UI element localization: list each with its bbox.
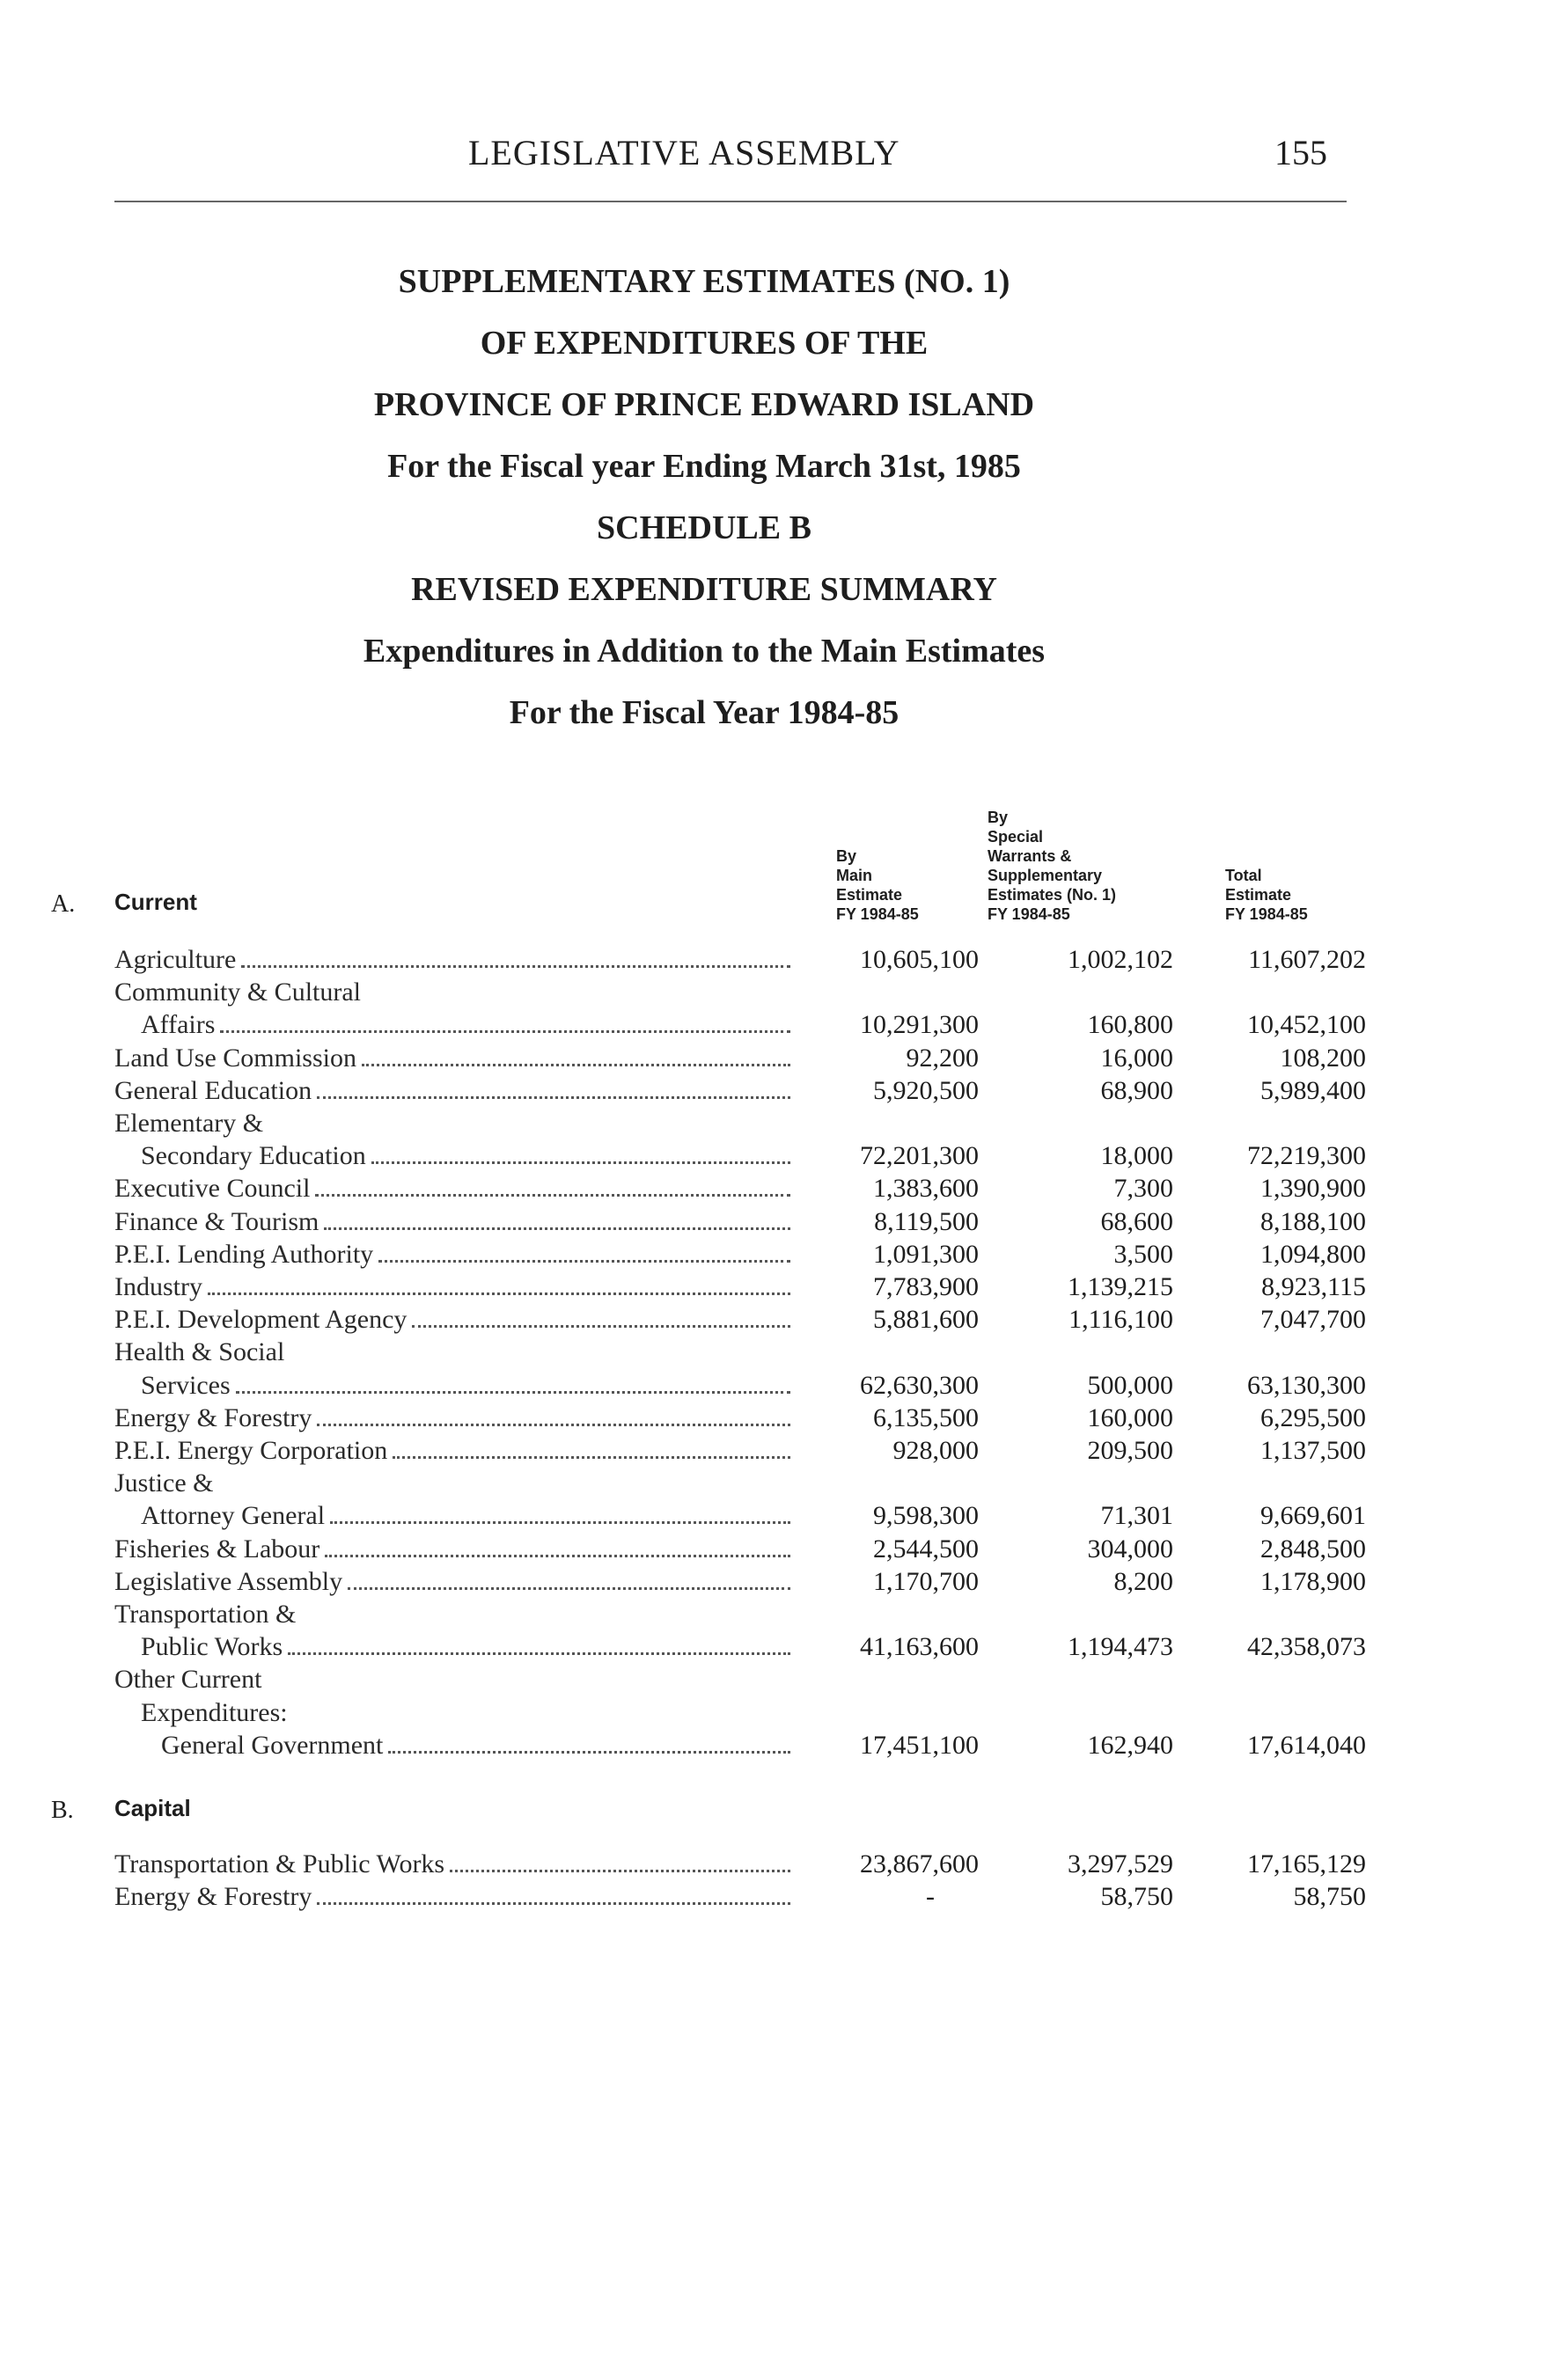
total-estimate-value: 5,989,400 bbox=[1260, 1075, 1366, 1105]
dot-leader bbox=[450, 1870, 790, 1872]
dot-leader bbox=[241, 965, 790, 968]
column-header-main-estimate: By Main Estimate FY 1984-85 bbox=[836, 847, 919, 923]
table-row bbox=[0, 1238, 1542, 1271]
supplementary-value: 8,200 bbox=[1113, 1566, 1173, 1596]
total-estimate-value: 108,200 bbox=[1280, 1043, 1366, 1073]
table-row bbox=[0, 1729, 1542, 1761]
supplementary-value: 160,000 bbox=[1087, 1402, 1173, 1432]
schedule-title bbox=[264, 255, 1144, 748]
row-label: Finance & Tourism bbox=[114, 1206, 319, 1236]
dot-leader bbox=[220, 1030, 790, 1033]
total-estimate-value: 7,047,700 bbox=[1260, 1305, 1366, 1335]
table-row bbox=[0, 1172, 1542, 1205]
row-label: Services bbox=[141, 1370, 231, 1400]
total-estimate-value: 10,452,100 bbox=[1247, 1010, 1366, 1040]
row-label: Expenditures: bbox=[141, 1697, 288, 1727]
table-row bbox=[0, 1880, 1542, 1913]
table-row bbox=[0, 1848, 1542, 1880]
dot-leader bbox=[393, 1456, 790, 1459]
supplementary-value: 68,600 bbox=[1100, 1206, 1173, 1236]
main-estimate-value: 41,163,600 bbox=[860, 1632, 979, 1662]
table-row bbox=[0, 1598, 1542, 1630]
main-estimate-value: 10,291,300 bbox=[860, 1010, 979, 1040]
row-label: Fisheries & Labour bbox=[114, 1534, 320, 1563]
table-row bbox=[0, 1533, 1542, 1565]
dot-leader bbox=[317, 1096, 790, 1099]
supplementary-value: 7,300 bbox=[1113, 1174, 1173, 1204]
supplementary-value: 3,500 bbox=[1113, 1239, 1173, 1269]
main-estimate-value: 23,867,600 bbox=[860, 1849, 979, 1878]
running-title: LEGISLATIVE ASSEMBLY bbox=[468, 133, 900, 172]
main-estimate-value: 1,383,600 bbox=[873, 1174, 979, 1204]
supplementary-value: 16,000 bbox=[1100, 1043, 1173, 1073]
dot-leader bbox=[236, 1391, 790, 1394]
row-label: Elementary & bbox=[114, 1109, 264, 1138]
supplementary-value: 1,002,102 bbox=[1068, 945, 1173, 974]
dot-leader bbox=[412, 1325, 790, 1328]
total-estimate-value: 1,094,800 bbox=[1260, 1239, 1366, 1269]
main-estimate-value: 1,091,300 bbox=[873, 1239, 979, 1269]
row-label: Health & Social bbox=[114, 1337, 285, 1367]
supplementary-value: 1,194,473 bbox=[1068, 1632, 1173, 1662]
table-row bbox=[0, 1271, 1542, 1303]
main-estimate-value: 8,119,500 bbox=[874, 1206, 979, 1236]
title-line: OF EXPENDITURES OF THE bbox=[480, 325, 929, 362]
title-line: Expenditures in Addition to the Main Estimates bbox=[363, 633, 1046, 670]
row-label: Legislative Assembly bbox=[114, 1566, 343, 1596]
dot-leader bbox=[378, 1260, 790, 1263]
supplementary-value: 500,000 bbox=[1087, 1370, 1173, 1400]
total-estimate-value: 72,219,300 bbox=[1247, 1141, 1366, 1171]
supplementary-value: 160,800 bbox=[1087, 1010, 1173, 1040]
supplementary-value: 1,139,215 bbox=[1068, 1272, 1173, 1301]
running-head bbox=[0, 132, 1542, 185]
section-label: Current bbox=[114, 889, 197, 915]
row-label: Executive Council bbox=[114, 1174, 311, 1204]
main-estimate-value: 7,783,900 bbox=[873, 1272, 979, 1301]
table-row bbox=[0, 1139, 1542, 1172]
row-label: Other Current bbox=[114, 1665, 262, 1695]
main-estimate-value: 62,630,300 bbox=[860, 1370, 979, 1400]
total-estimate-value: 58,750 bbox=[1293, 1882, 1366, 1912]
table-row bbox=[0, 1042, 1542, 1074]
total-estimate-value: 1,178,900 bbox=[1260, 1566, 1366, 1596]
row-label: Land Use Commission bbox=[114, 1043, 356, 1073]
total-estimate-value: 1,390,900 bbox=[1260, 1174, 1366, 1204]
main-estimate-value: 928,000 bbox=[892, 1436, 979, 1465]
supplementary-value: 68,900 bbox=[1100, 1075, 1173, 1105]
main-estimate-value: 9,598,300 bbox=[873, 1501, 979, 1531]
title-line: SCHEDULE B bbox=[597, 509, 811, 546]
table-row bbox=[0, 1107, 1542, 1139]
table-row bbox=[0, 1565, 1542, 1598]
main-estimate-value: 17,451,100 bbox=[860, 1730, 979, 1760]
table-row bbox=[0, 1369, 1542, 1402]
dot-leader bbox=[388, 1751, 790, 1754]
table-row bbox=[0, 1205, 1542, 1238]
supplementary-value: 304,000 bbox=[1087, 1534, 1173, 1563]
title-line: REVISED EXPENDITURE SUMMARY bbox=[411, 571, 997, 608]
title-line: PROVINCE OF PRINCE EDWARD ISLAND bbox=[373, 386, 1035, 423]
table-row bbox=[0, 1434, 1542, 1467]
table-row bbox=[0, 1663, 1542, 1695]
section-letter: B. bbox=[51, 1797, 74, 1824]
row-label: General Government bbox=[161, 1730, 384, 1760]
main-estimate-value: 1,170,700 bbox=[873, 1566, 979, 1596]
table-row bbox=[0, 1696, 1542, 1729]
table-row bbox=[0, 1303, 1542, 1336]
main-estimate-value: 5,881,600 bbox=[873, 1305, 979, 1335]
dot-leader bbox=[317, 1902, 790, 1905]
dot-leader bbox=[362, 1064, 790, 1066]
supplementary-value: 3,297,529 bbox=[1068, 1849, 1173, 1878]
table-row bbox=[0, 1630, 1542, 1663]
main-estimate-value: 72,201,300 bbox=[860, 1141, 979, 1171]
row-label: Attorney General bbox=[141, 1501, 326, 1531]
row-label: P.E.I. Lending Authority bbox=[114, 1239, 374, 1269]
total-estimate-value: 17,614,040 bbox=[1247, 1730, 1366, 1760]
row-label: Public Works bbox=[141, 1632, 283, 1662]
total-estimate-value: 8,923,115 bbox=[1261, 1272, 1366, 1301]
supplementary-value: 18,000 bbox=[1100, 1141, 1173, 1171]
section-label: Capital bbox=[114, 1795, 191, 1821]
table-row bbox=[0, 1467, 1542, 1499]
table-row bbox=[0, 1008, 1542, 1041]
row-label: Transportation & Public Works bbox=[114, 1849, 445, 1878]
supplementary-value: 162,940 bbox=[1087, 1730, 1173, 1760]
column-headers bbox=[0, 765, 1542, 924]
table-row bbox=[0, 1402, 1542, 1434]
main-estimate-value: 92,200 bbox=[906, 1043, 979, 1073]
table-row bbox=[0, 1336, 1542, 1368]
row-label: General Education bbox=[114, 1075, 312, 1105]
title-line: SUPPLEMENTARY ESTIMATES (NO. 1) bbox=[398, 263, 1010, 300]
dot-leader bbox=[348, 1587, 790, 1590]
dot-leader bbox=[325, 1555, 790, 1557]
main-estimate-value: 10,605,100 bbox=[860, 945, 979, 974]
total-estimate-value: 2,848,500 bbox=[1260, 1534, 1366, 1563]
page-number: 155 bbox=[1274, 133, 1327, 172]
total-estimate-value: 9,669,601 bbox=[1260, 1501, 1366, 1531]
dot-leader bbox=[317, 1424, 790, 1426]
supplementary-value: 58,750 bbox=[1100, 1882, 1173, 1912]
total-estimate-value: 42,358,073 bbox=[1247, 1632, 1366, 1662]
total-estimate-value: 11,607,202 bbox=[1248, 945, 1366, 974]
total-estimate-value: 1,137,500 bbox=[1260, 1436, 1366, 1465]
dot-leader bbox=[330, 1521, 790, 1524]
row-label: Agriculture bbox=[114, 945, 237, 974]
table-row bbox=[0, 976, 1542, 1008]
supplementary-value: 71,301 bbox=[1100, 1501, 1173, 1531]
column-header-special-warrants: By Special Warrants & Supplementary Estimates (No. 1) FY 1984-85 bbox=[988, 809, 1117, 923]
table-row bbox=[0, 1074, 1542, 1107]
column-header-total-estimate: Total Estimate FY 1984-85 bbox=[1225, 867, 1308, 923]
total-estimate-value: 63,130,300 bbox=[1247, 1370, 1366, 1400]
row-label: Energy & Forestry bbox=[114, 1402, 312, 1432]
supplementary-value: 1,116,100 bbox=[1068, 1305, 1173, 1335]
row-label: Affairs bbox=[141, 1010, 216, 1040]
table-row bbox=[0, 943, 1542, 976]
row-label: Justice & bbox=[114, 1468, 214, 1498]
supplementary-value: 209,500 bbox=[1087, 1436, 1173, 1465]
header-rule bbox=[114, 201, 1347, 202]
dot-leader bbox=[324, 1227, 790, 1230]
main-estimate-value: - bbox=[926, 1882, 935, 1912]
dot-leader bbox=[208, 1293, 790, 1295]
total-estimate-value: 6,295,500 bbox=[1260, 1402, 1366, 1432]
row-label: P.E.I. Energy Corporation bbox=[114, 1436, 388, 1465]
row-label: Transportation & bbox=[114, 1600, 297, 1629]
row-label: Energy & Forestry bbox=[114, 1882, 312, 1912]
main-estimate-value: 6,135,500 bbox=[873, 1402, 979, 1432]
total-estimate-value: 17,165,129 bbox=[1247, 1849, 1366, 1878]
section-letter: A. bbox=[51, 890, 76, 918]
row-label: Secondary Education bbox=[141, 1141, 366, 1171]
row-label: P.E.I. Development Agency bbox=[114, 1305, 408, 1335]
dot-leader bbox=[315, 1194, 790, 1197]
row-label: Community & Cultural bbox=[114, 978, 362, 1007]
main-estimate-value: 5,920,500 bbox=[873, 1075, 979, 1105]
total-estimate-value: 8,188,100 bbox=[1260, 1206, 1366, 1236]
table-row bbox=[0, 1499, 1542, 1532]
main-estimate-value: 2,544,500 bbox=[873, 1534, 979, 1563]
title-line: For the Fiscal Year 1984-85 bbox=[509, 694, 900, 731]
dot-leader bbox=[371, 1161, 790, 1164]
title-line: For the Fiscal year Ending March 31st, 1985 bbox=[387, 448, 1021, 485]
row-label: Industry bbox=[114, 1272, 202, 1301]
dot-leader bbox=[288, 1652, 790, 1655]
